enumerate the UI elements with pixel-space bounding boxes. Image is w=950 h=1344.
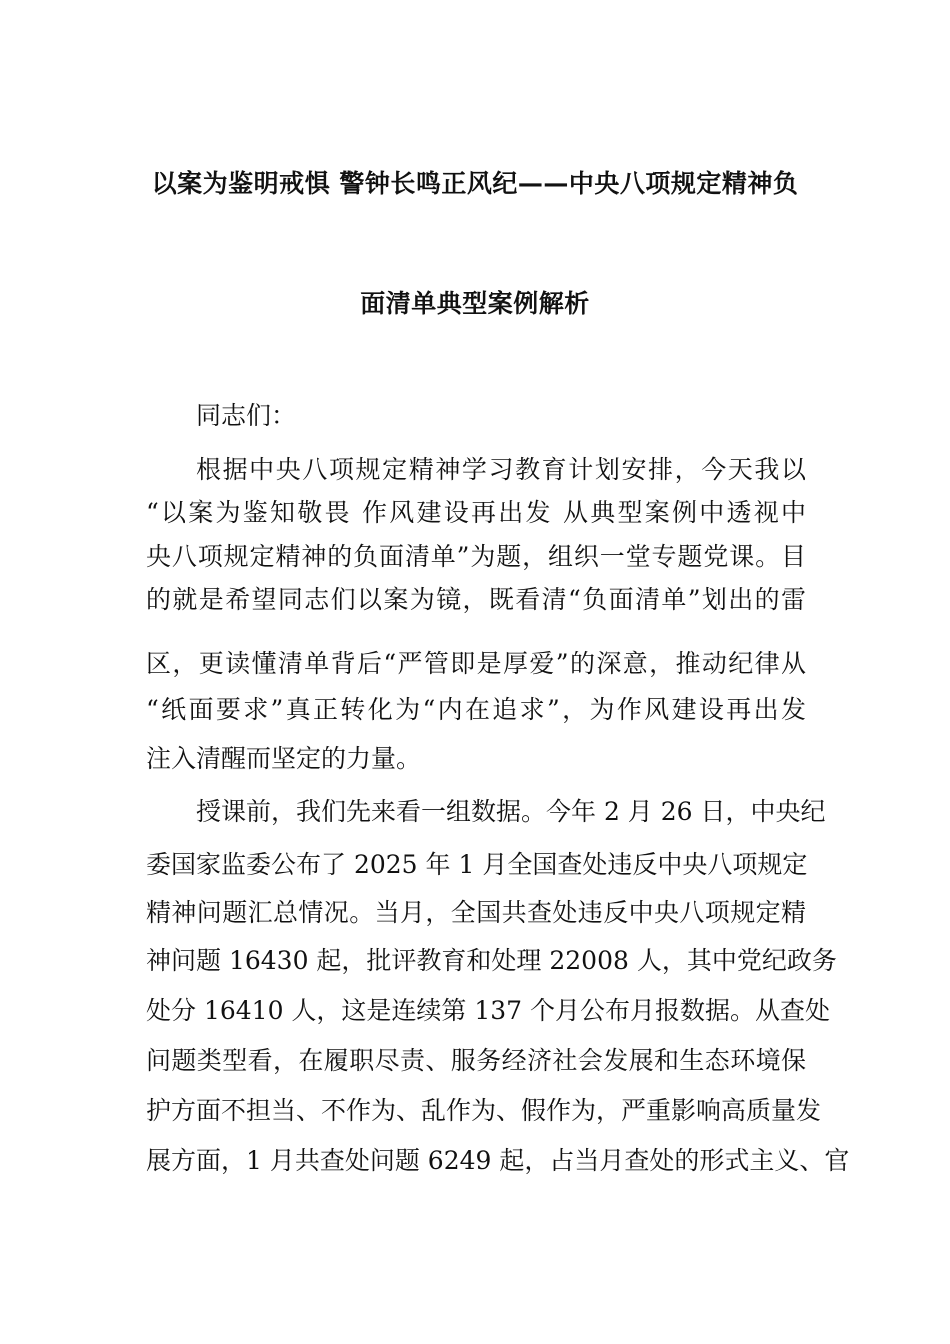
paragraph-1-line: “以案为鉴知敬畏 作风建设再出发 从典型案例中透视中: [146, 498, 806, 527]
paragraph-2-line: 问题类型看，在履职尽责、服务经济社会发展和生态环境保: [146, 1046, 806, 1075]
paragraph-2-line: 精神问题汇总情况。当月，全国共查处违反中央八项规定精: [146, 898, 806, 927]
salutation: 同志们：: [196, 401, 297, 430]
paragraph-1-line: 注入清醒而坚定的力量。: [146, 744, 422, 773]
paragraph-1-line: 区，更读懂清单背后“严管即是厚爱”的深意，推动纪律从: [146, 649, 806, 678]
paragraph-2-line: 委国家监委公布了 2025 年 1 月全国查处违反中央八项规定: [146, 850, 808, 879]
paragraph-1-line: “纸面要求”真正转化为“内在追求”，为作风建设再出发: [146, 695, 806, 724]
document-title-line-1: 以案为鉴明戒惧 警钟长鸣正风纪——中央八项规定精神负: [151, 169, 799, 198]
paragraph-1-line: 央八项规定精神的负面清单”为题，组织一堂专题党课。目: [146, 542, 806, 571]
paragraph-1-line: 根据中央八项规定精神学习教育计划安排，今天我以: [196, 455, 806, 484]
paragraph-2-line: 授课前，我们先来看一组数据。今年 2 月 26 日，中央纪: [196, 797, 826, 826]
document-title-line-2: 面清单典型案例解析: [360, 289, 590, 318]
paragraph-1-line: 的就是希望同志们以案为镜，既看清“负面清单”划出的雷: [146, 585, 806, 614]
paragraph-2-line: 展方面，1 月共查处问题 6249 起，占当月查处的形式主义、官: [146, 1146, 850, 1175]
paragraph-2-line: 处分 16410 人，这是连续第 137 个月公布月报数据。从查处: [146, 996, 831, 1025]
paragraph-2-line: 神问题 16430 起，批评教育和处理 22008 人，其中党纪政务: [146, 946, 837, 975]
paragraph-2-line: 护方面不担当、不作为、乱作为、假作为，严重影响高质量发: [146, 1096, 822, 1125]
